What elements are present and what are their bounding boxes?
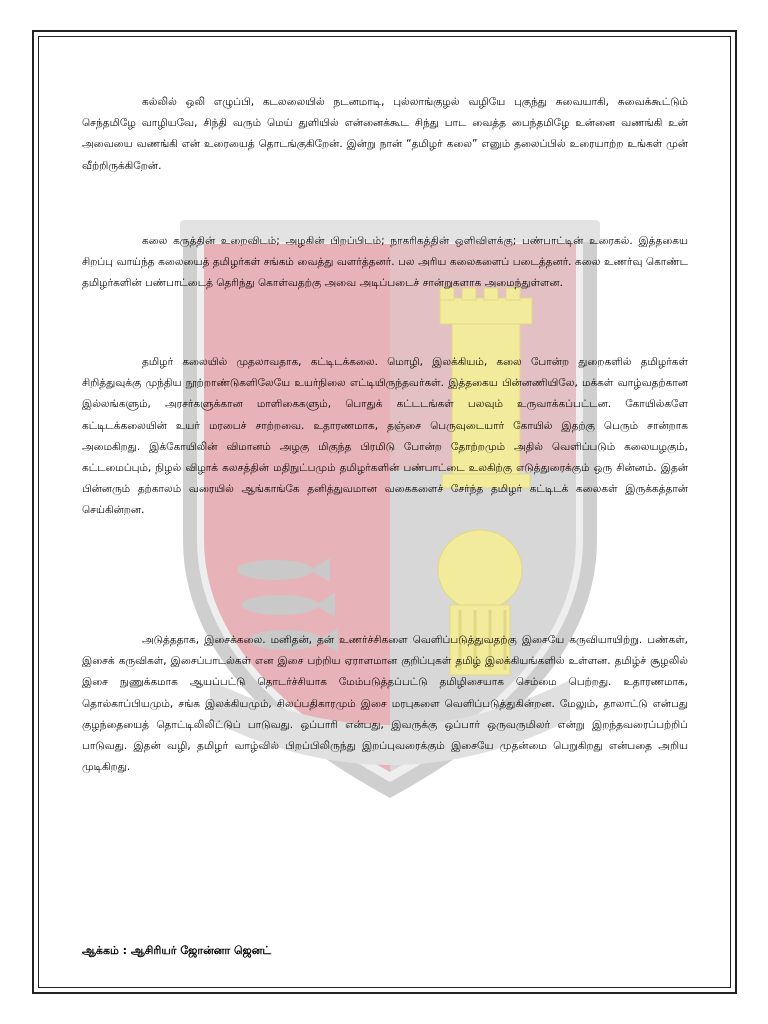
paragraph-music: அடுத்ததாக, இசைக்கலை. மனிதன், தன் உணர்ச்சிகளை வெளிப்படுத்துவதற்கு இசையே கருவியாயிற்று. பண்கள், இசைக் கருவிகள், இசைப்பாடல்கள் என இசை பற்றிய ஏராளமான குறிப்புகள் தமிழ் இலக்கியங்களில் உள்ளன. தமிழ்ச் சூழலில் இசை நுணுக்கமாக ஆயப்பட்டு தொடர்ச்சியாக மேம்படுத்தப்பட்டு தமிழிசையாக செம்மை பெற்றது. உதாரணமாக, தொல்காப்பியமும், சங்க இலக்கியமும், சிலப்பதிகாரமும் இசை மரபுகளை வெளிப்படுத்துகின்றன. மேலும், தாலாட்டு என்பது குழந்தையைத் தொட்டிலிலிட்டுப் பாடுவது. ஒப்பாரி என்பது, இவருக்கு ஒப்பார் ஒருவருமிலர் என்று இறந்தவரைப்பற்றிப் பாடுவது. இதன் வழி, தமிழர் வாழ்வில் பிறப்பிலிருந்து இறப்புவரைக்கும் இசையே முதன்மை பெறுகிறது என்பதை அறிய முடிகிறது. [82, 634, 688, 774]
paragraph-art-definition: கலை கருத்தின் உறைவிடம்; அழகின் பிறப்பிடம்; நாகரிகத்தின் ஒளிவிளக்கு; பண்பாட்டின் உரைகல். இத்தகைய சிறப்பு வாய்ந்த கலையைத் தமிழர்கள் சங்கம் வைத்து வளர்த்தனர். பல அரிய கலைகளைப் படைத்தனர். கலை உணர்வு கொண்ட தமிழர்களின் பண்பாட்டைத் தெரிந்து கொள்வதற்கு அவை அடிப்படைச் சான்றுகளாக அமைந்துள்ளன. [82, 235, 688, 290]
paragraph-architecture: தமிழர் கலையில் முதலாவதாக, கட்டிடக்கலை. மொழி, இலக்கியம், கலை போன்ற துறைகளில் தமிழர்கள் சிறித்துவுக்கு முந்திய நூற்றாண்டுகளிலேயே உயர்நிலை எட்டியிருந்தவர்கள். இத்தகைய பின்னணியிலே, மக்கள் வாழ்வதற்கான இல்லங்களும், அரசர்களுக்கான மாளிகைகளும், பொதுக் கட்டடங்கள் பலவும் உருவாக்கப்பட்டன. கோயில்களே கட்டிடக்கலையின் உயர் மரபைச் சாற்றவை. உதாரணமாக, தஞ்சை பெருவுடையார் கோயில் இதற்கு பெரும் சான்றாக அமைகிறது. இக்கோயிலின் விமானம் அழகு மிகுந்த பிரமிடு போன்ற தோற்றமும் அதில் வெளிப்படும் கலையழகும், கட்டமைப்பும், நிழல் விழாக் கலசத்தின் மதிநுட்பமும் தமிழர்களின் பண்பாட்டை உலகிற்கு எடுத்துரைக்கும் ஒரு சின்னம். இதன் பின்னரும் தற்காலம் வரையில் ஆங்காங்கே தனித்துவமான வகைகளைச் சேர்ந்த தமிழர் கட்டிடக் கலைகள் இருக்கத்தான் செய்கின்றன. [82, 356, 688, 517]
paragraph-introduction: கல்லில் ஒலி எழுப்பி, கடலலையில் நடனமாடி, புல்லாங்குழல் வழியே புகுந்து சுவையாகி, சுவைக்கூட்டும் செந்தமிழே வாழியவே, சிந்தி வரும் மெய் துளியில் என்னைக்கூட சிந்து பாட வைத்த பைந்தமிழே உன்னை வணங்கி உன் அவையை வணங்கி என் உரையைத் தொடங்குகிறேன். இன்று நான் “தமிழர் கலை” எனும் தலைப்பில் உரையாற்ற உங்கள் முன் வீற்றிருக்கிறேன். [82, 96, 688, 172]
author-credit: ஆக்கம் : ஆசிரியர் ஜோன்னா ஜெனட் [82, 944, 272, 957]
